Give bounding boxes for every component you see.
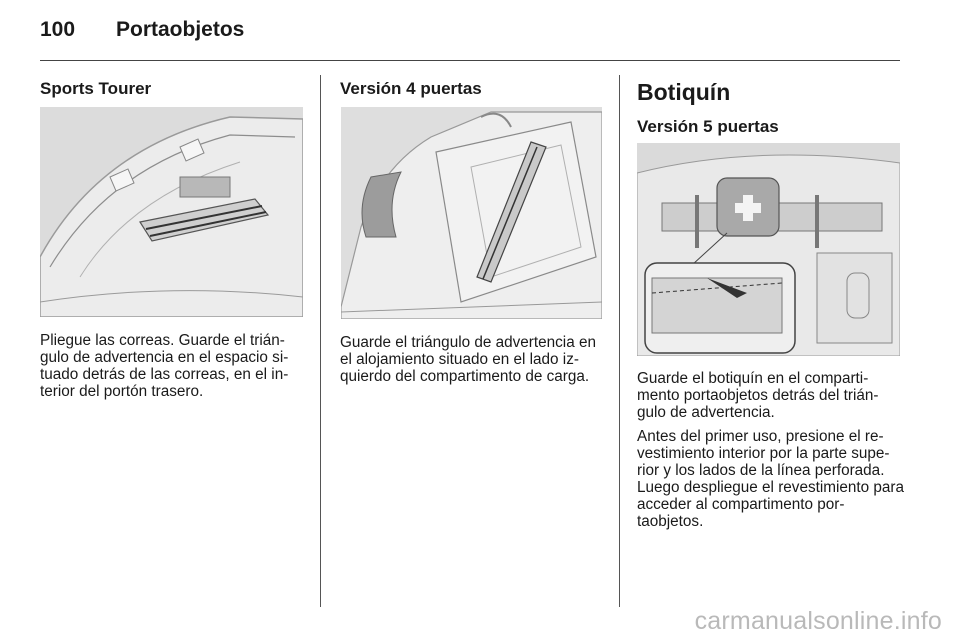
body-text — [40, 332, 310, 407]
body-text — [340, 334, 610, 392]
column-divider — [320, 75, 321, 607]
body-text — [637, 370, 907, 537]
page-number: 100 — [40, 18, 76, 41]
subsection-heading-5-door: Versión 5 puertas — [637, 117, 779, 136]
watermark: carmanualsonline.info — [694, 607, 942, 635]
illustration-first-aid-kit — [637, 143, 900, 356]
paragraph: Pliegue las correas. Guarde el trián-gulo de advertencia en el espacio si-tuado detrás de las correas, en el in-terior del portón trasero. — [40, 332, 289, 400]
illustration-trunk-warning-triangle — [341, 107, 602, 319]
paragraph: Guarde el botiquín en el comparti-mento portaobjetos detrás del trián-gulo de advertencia. — [637, 370, 879, 421]
section-heading-first-aid-kit: Botiquín — [637, 79, 731, 105]
page-title: Portaobjetos — [116, 18, 245, 41]
paragraph: Guarde el triángulo de advertencia en el alojamiento situado en el lado iz-quierdo del compartimento de carga. — [340, 334, 596, 385]
section-heading-4-door: Versión 4 puertas — [340, 79, 482, 98]
paragraph: Antes del primer uso, presione el re-vestimiento interior por la parte supe-rior y los lados de la línea perforada. Luego despliegue el revestimiento para acceder al compartimento por-taobjetos. — [637, 428, 905, 530]
illustration-tailgate-straps — [40, 107, 303, 317]
section-heading-sports-tourer: Sports Tourer — [40, 79, 152, 98]
column-divider — [619, 75, 620, 607]
header-rule — [40, 60, 900, 61]
